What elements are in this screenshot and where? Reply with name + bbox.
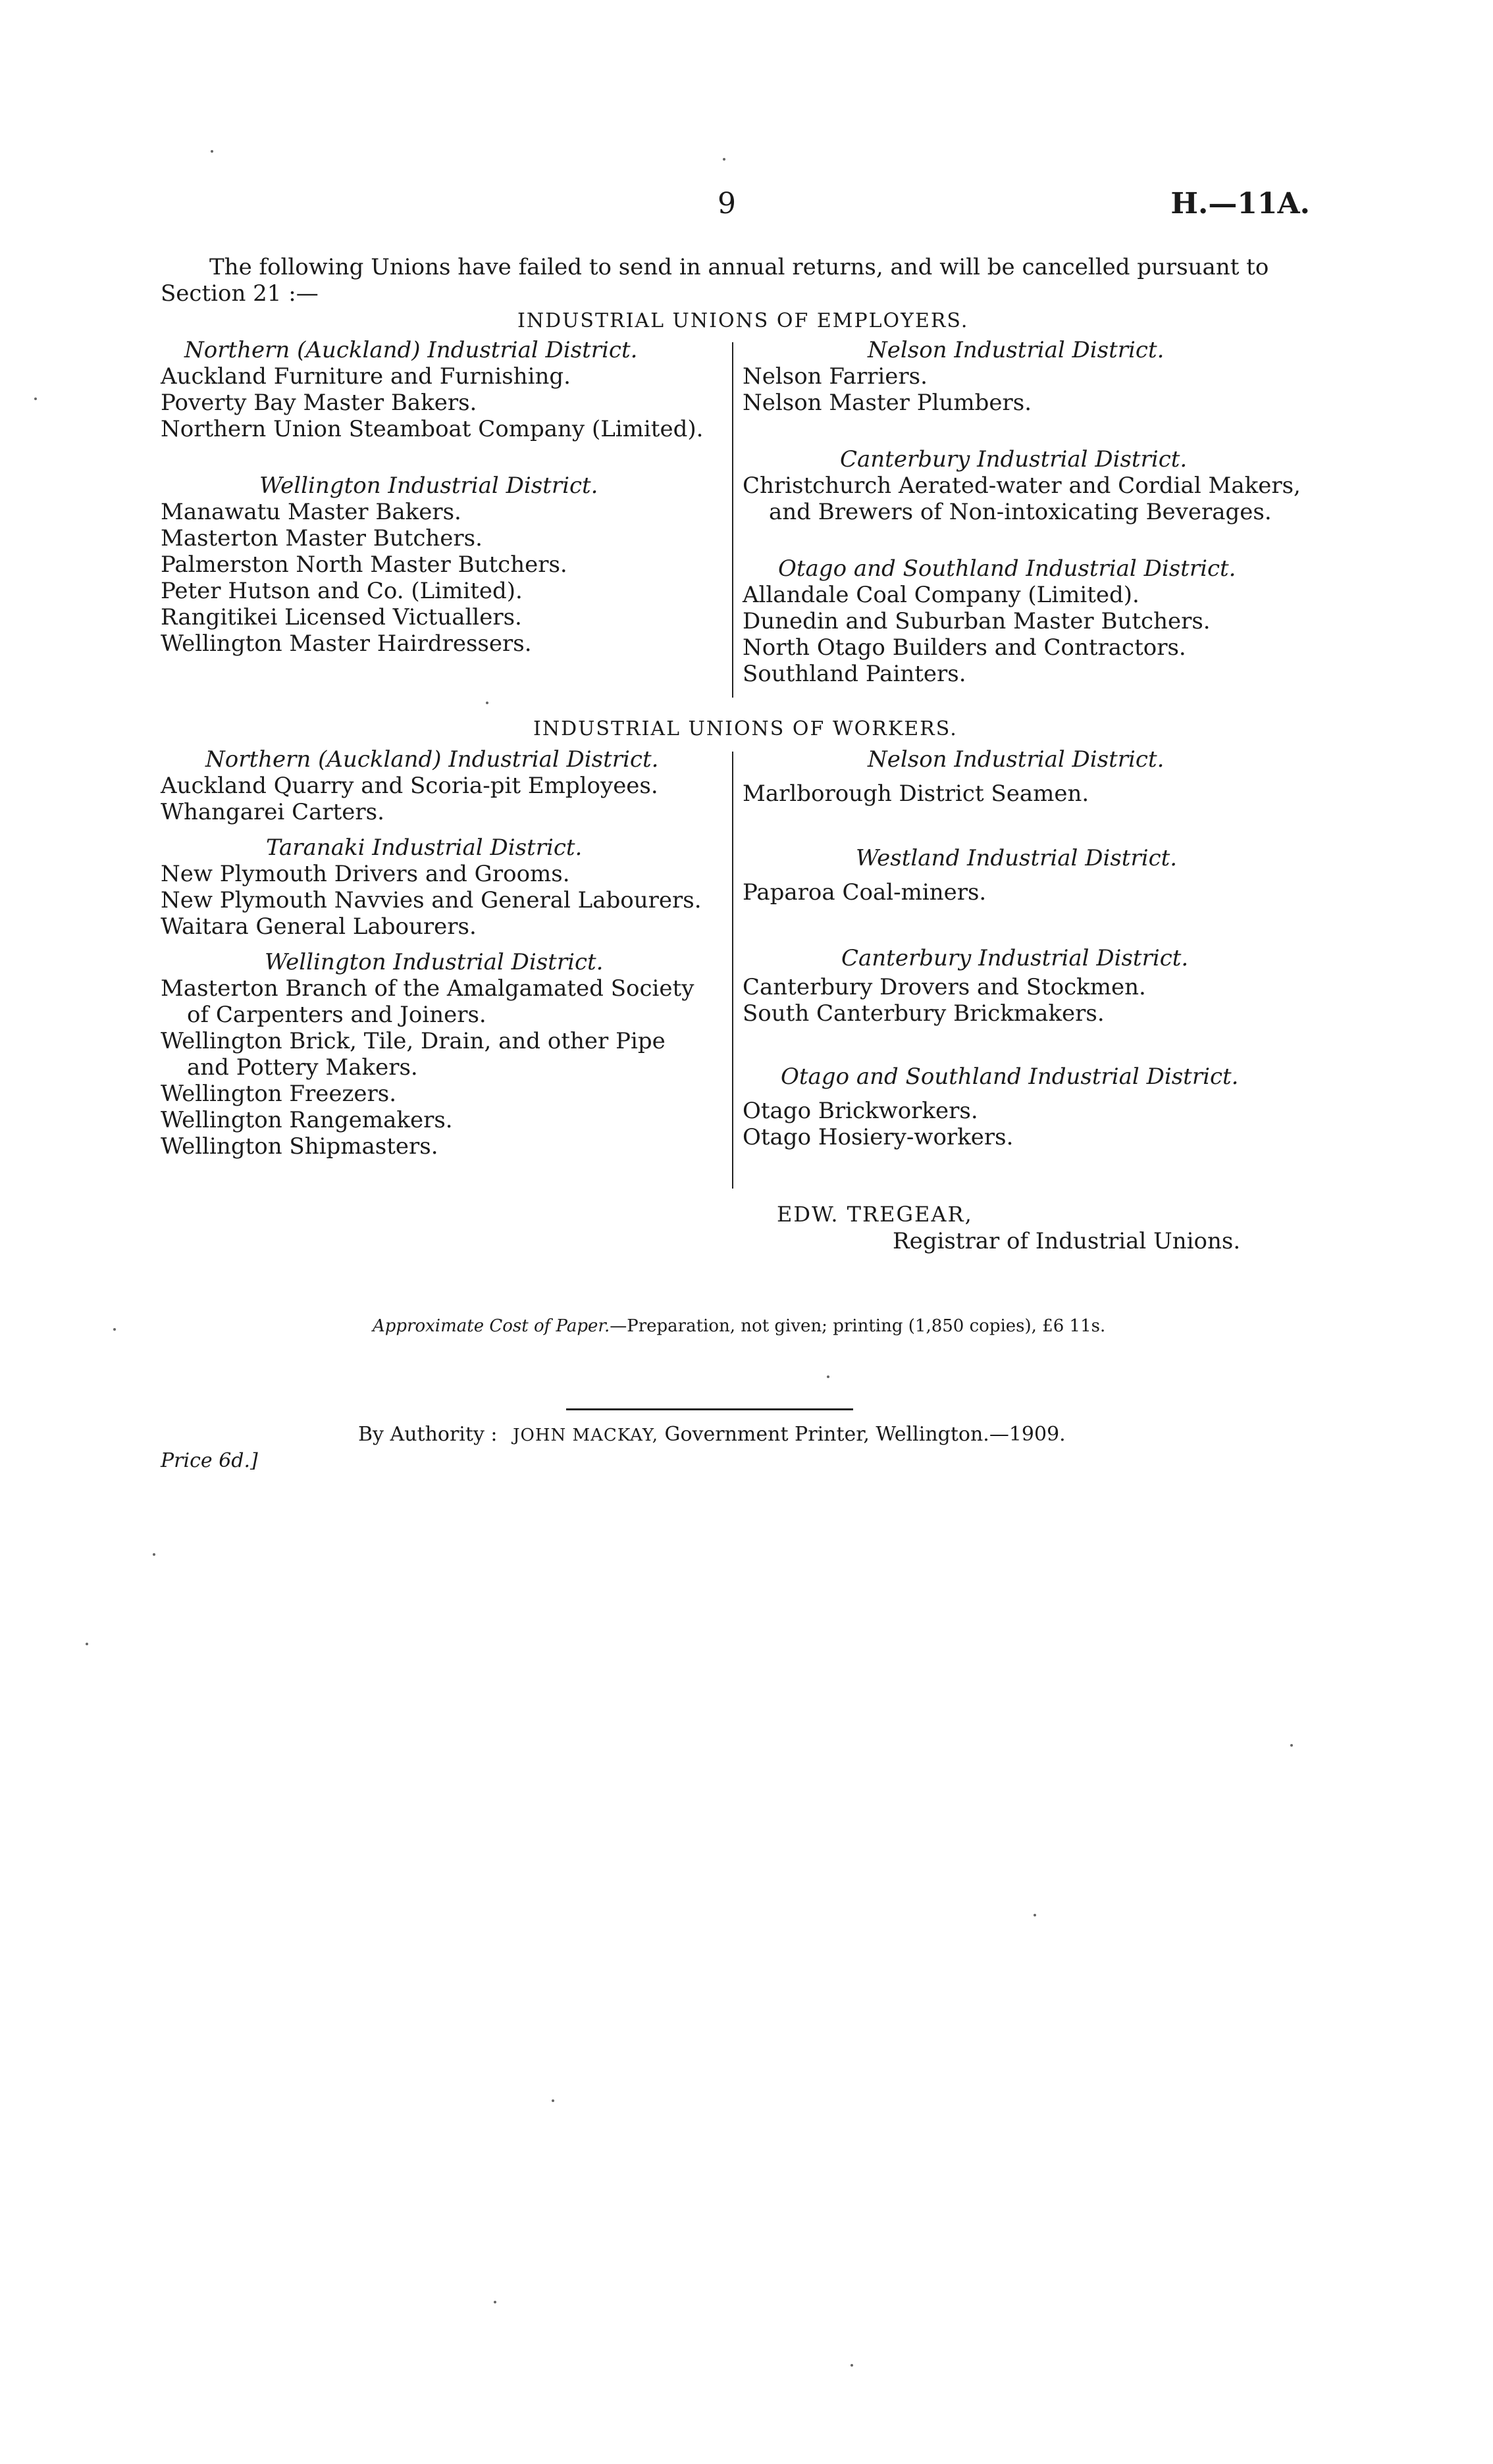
list-item: Wellington Freezers. [161,1081,397,1107]
list-item: Nelson Farriers. [743,363,928,390]
list-item: New Plymouth Drivers and Grooms. [161,861,570,887]
district-heading: Canterbury Industrial District. [841,945,1189,971]
list-item: Manawatu Master Bakers. [161,499,461,525]
district-heading: Taranaki Industrial District. [266,834,583,861]
list-item: Southland Painters. [743,661,966,687]
list-item: North Otago Builders and Contractors. [743,634,1186,661]
column-divider [732,342,733,698]
scan-speck [34,398,37,400]
district-heading: Northern (Auckland) Industrial District. [184,337,638,363]
list-item: Wellington Shipmasters. [161,1133,438,1160]
scan-speck [494,2301,496,2303]
scan-speck [851,2364,853,2367]
list-item: Masterton Master Butchers. [161,525,483,552]
list-item: Marlborough District Seamen. [743,781,1089,807]
column-divider [732,752,733,1189]
list-item: South Canterbury Brickmakers. [743,1000,1105,1027]
list-item: Nelson Master Plumbers. [743,390,1032,416]
scan-speck [486,702,488,704]
cost-note-label: Approximate Cost of Paper. [373,1316,610,1336]
list-item: and Brewers of Non-intoxicating Beverages. [769,499,1272,525]
page-number: 9 [718,187,736,220]
list-item: Dunedin and Suburban Master Butchers. [743,608,1211,634]
price: Price 6d.] [161,1449,258,1472]
signature-title: Registrar of Industrial Unions. [893,1228,1241,1254]
district-heading: Wellington Industrial District. [259,473,598,499]
scan-speck [113,1328,116,1331]
imprint-authority: By Authority : [358,1423,498,1446]
list-item: Wellington Brick, Tile, Drain, and other Pipe [161,1028,666,1054]
horizontal-rule [566,1408,853,1410]
list-item: Northern Union Steamboat Company (Limited). [161,416,704,442]
employers-right-column [743,337,1322,687]
district-heading: Otago and Southland Industrial District. [778,555,1236,582]
scan-speck [211,150,213,153]
list-item: Rangitikei Licensed Victuallers. [161,604,522,630]
list-item: Poverty Bay Master Bakers. [161,390,477,416]
district-heading: Canterbury Industrial District. [840,446,1188,473]
district-heading: Nelson Industrial District. [868,337,1165,363]
list-item: and Pottery Makers. [187,1054,418,1081]
scan-speck [86,1643,88,1645]
intro-line-1: The following Unions have failed to send in annual returns, and will be cancelled pursuant to [209,254,1269,280]
district-heading: Westland Industrial District. [856,845,1178,871]
scan-speck [1034,1914,1036,1916]
district-heading: Wellington Industrial District. [265,949,604,975]
list-item: New Plymouth Navvies and General Labourers. [161,887,702,913]
list-item: Paparoa Coal-miners. [743,879,987,906]
imprint [358,1423,1066,1446]
list-item: Allandale Coal Company (Limited). [743,582,1139,608]
document-reference: H.—11A. [1170,187,1310,220]
list-item: Wellington Master Hairdressers. [161,630,532,657]
list-item: Waitara General Labourers. [161,913,477,940]
intro-line-2: Section 21 :— [161,280,319,307]
cost-note [373,1316,1105,1336]
list-item: Canterbury Drovers and Stockmen. [743,974,1146,1000]
workers-left-column [161,746,727,1160]
imprint-printer: JOHN MACKAY, [513,1425,658,1445]
list-item: Auckland Quarry and Scoria-pit Employees. [161,773,658,799]
imprint-rest: Government Printer, Wellington.—1909. [664,1423,1066,1446]
workers-heading: INDUSTRIAL UNIONS OF WORKERS. [533,717,958,740]
scan-speck [153,1553,155,1556]
scan-speck [1290,1744,1293,1747]
list-item: Masterton Branch of the Amalgamated Society [161,975,694,1002]
workers-right-column [743,746,1322,1150]
cost-note-text: —Preparation, not given; printing (1,850 copies), £6 11s. [610,1316,1106,1336]
list-item: Otago Brickworkers. [743,1098,978,1124]
employers-left-column [161,337,727,657]
scan-speck [723,158,725,161]
list-item: Whangarei Carters. [161,799,384,825]
district-heading: Otago and Southland Industrial District. [781,1064,1239,1090]
list-item: Christchurch Aerated-water and Cordial Makers, [743,473,1301,499]
list-item: Wellington Rangemakers. [161,1107,453,1133]
signature-name: EDW. TREGEAR, [777,1202,973,1227]
employers-heading: INDUSTRIAL UNIONS OF EMPLOYERS. [517,309,969,332]
list-item: of Carpenters and Joiners. [187,1002,486,1028]
list-item: Otago Hosiery-workers. [743,1124,1014,1150]
scan-speck [827,1375,829,1378]
district-heading: Northern (Auckland) Industrial District. [205,746,659,773]
list-item: Auckland Furniture and Furnishing. [161,363,571,390]
list-item: Peter Hutson and Co. (Limited). [161,578,523,604]
district-heading: Nelson Industrial District. [868,746,1165,773]
list-item: Palmerston North Master Butchers. [161,552,567,578]
scan-speck [552,2099,554,2102]
